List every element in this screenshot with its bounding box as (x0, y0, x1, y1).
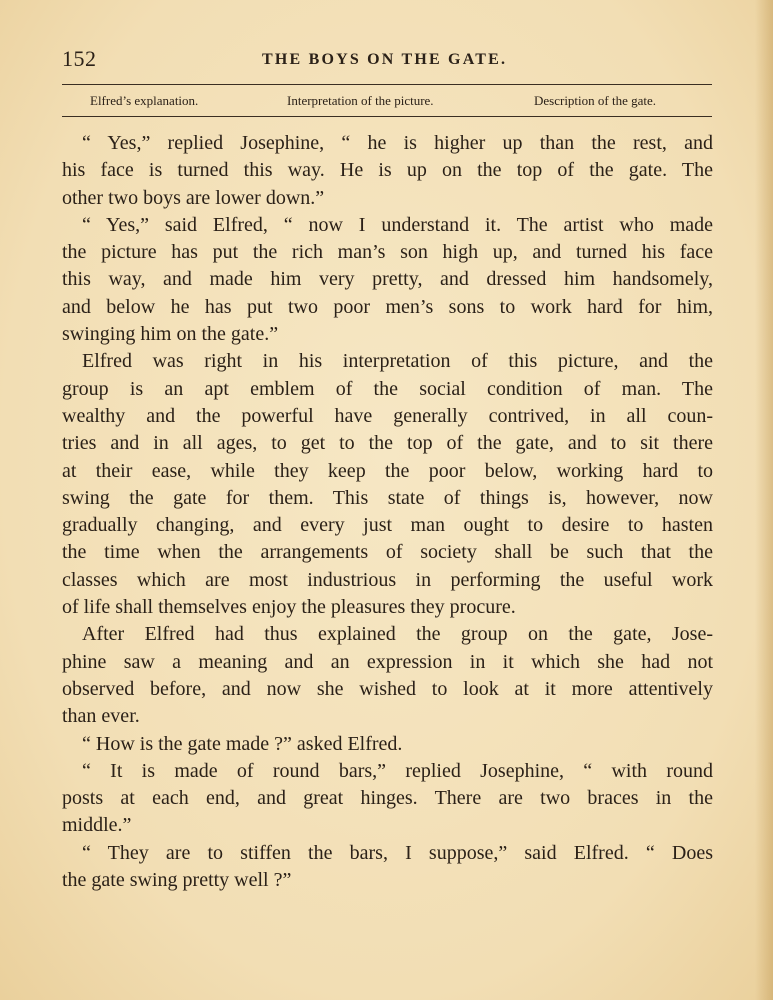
page-header (62, 44, 712, 74)
page-number: 152 (62, 46, 97, 71)
text-line: swing the gate for them. This state of things is, however, now (62, 486, 713, 509)
text-line: the picture has put the rich man’s son high up, and turned his face (62, 241, 713, 264)
body-text (62, 130, 713, 894)
text-line: the time when the arrangements of society shall be such that the (62, 541, 713, 564)
text-line: After Elfred had thus explained the group on the gate, Jose- (82, 623, 713, 646)
side-note-1: Elfred’s explanation. (90, 93, 199, 108)
paragraph-7 (62, 840, 713, 895)
paragraph-4 (62, 621, 713, 730)
paragraph-2 (62, 212, 713, 348)
text-line: his face is turned this way. He is up on the top of the gate. The (62, 159, 713, 182)
header-rule-bottom (62, 116, 712, 117)
text-line: group is an apt emblem of the social condition of man. The (62, 377, 713, 400)
text-line: classes which are most industrious in performing the useful work (62, 568, 713, 591)
paragraph-3 (62, 348, 713, 621)
text-line: at their ease, while they keep the poor below, working hard to (62, 459, 713, 482)
text-line: “ How is the gate made ?” asked Elfred. (82, 732, 403, 755)
page-edge-shadow (755, 0, 773, 1000)
text-line: wealthy and the powerful have generally contrived, in all coun- (62, 404, 713, 427)
paragraph-5 (62, 731, 713, 758)
text-line: observed before, and now she wished to look at it more attentively (62, 677, 713, 700)
text-line: the gate swing pretty well ?” (62, 869, 292, 892)
text-line: tries and in all ages, to get to the top of the gate, and to sit there (62, 432, 713, 455)
side-notes-bar (62, 90, 712, 112)
text-line: “ It is made of round bars,” replied Josephine, “ with round (82, 759, 713, 782)
text-line: of life shall themselves enjoy the pleasures they procure. (62, 596, 516, 619)
text-line: than ever. (62, 705, 140, 728)
running-title: THE BOYS ON THE GATE. (262, 51, 508, 68)
text-line: other two boys are lower down.” (62, 186, 325, 209)
side-note-3: Description of the gate. (534, 93, 657, 108)
text-line: posts at each end, and great hinges. There are two braces in the (62, 787, 713, 810)
text-line: gradually changing, and every just man ought to desire to hasten (62, 514, 713, 537)
text-line: this way, and made him very pretty, and dressed him handsomely, (62, 268, 713, 291)
text-line: “ They are to stiffen the bars, I suppose,” said Elfred. “ Does (82, 841, 713, 864)
text-line: Elfred was right in his interpretation of this picture, and the (82, 350, 713, 373)
text-line: and below he has put two poor men’s sons to work hard for him, (62, 295, 713, 318)
text-line: “ Yes,” said Elfred, “ now I understand it. The artist who made (82, 213, 713, 236)
header-rule-top (62, 84, 712, 85)
text-line: middle.” (62, 814, 132, 837)
side-note-2: Interpretation of the picture. (287, 93, 434, 108)
text-line: phine saw a meaning and an expression in it which she had not (62, 650, 713, 673)
text-line: “ Yes,” replied Josephine, “ he is higher up than the rest, and (82, 132, 713, 154)
paragraph-6 (62, 758, 713, 840)
paragraph-1 (62, 130, 713, 212)
text-line: swinging him on the gate.” (62, 323, 279, 346)
